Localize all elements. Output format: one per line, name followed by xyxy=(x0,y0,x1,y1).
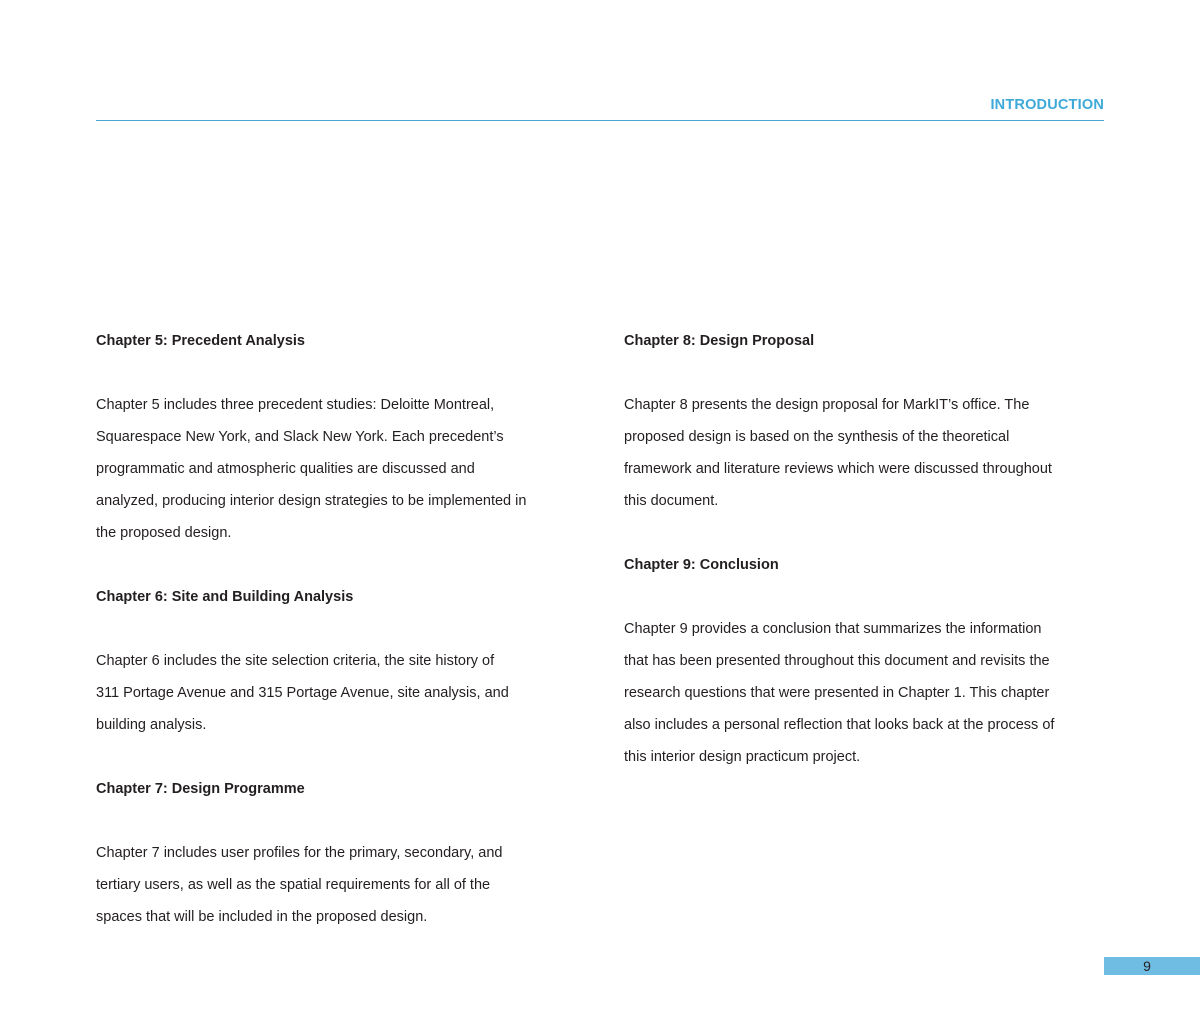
section-title: INTRODUCTION xyxy=(990,97,1104,113)
page-number: 9 xyxy=(1143,958,1151,974)
chapter-9-heading: Chapter 9: Conclusion xyxy=(624,557,779,573)
page-header xyxy=(96,0,1104,121)
chapter-6-heading: Chapter 6: Site and Building Analysis xyxy=(96,589,354,605)
chapter-8-section xyxy=(624,325,1104,517)
chapter-9-body: Chapter 9 provides a conclusion that summarizes the information that has been presented throughout this document and revisits the research questions that were presented in Chapter 1. This chapter also includes a personal reflection that looks back at the process of this interior design practicum project. xyxy=(624,621,1055,765)
chapter-8-body: Chapter 8 presents the design proposal for MarkIT’s office. The proposed design is based on the synthesis of the theoretical framework and literature reviews which were discussed throughout this document. xyxy=(624,397,1052,509)
chapter-5-heading: Chapter 5: Precedent Analysis xyxy=(96,333,305,349)
chapter-9-section xyxy=(624,549,1104,773)
left-column xyxy=(96,325,576,965)
page-number-bar xyxy=(1104,957,1200,975)
chapter-6-body: Chapter 6 includes the site selection criteria, the site history of 311 Portage Avenue and 315 Portage Avenue, site analysis, and building analysis. xyxy=(96,653,509,733)
chapter-5-section xyxy=(96,325,576,549)
chapter-7-section xyxy=(96,773,576,933)
chapter-7-body: Chapter 7 includes user profiles for the primary, secondary, and tertiary users, as well as the spatial requirements for all of the spaces that will be included in the proposed design. xyxy=(96,845,503,925)
chapter-8-heading: Chapter 8: Design Proposal xyxy=(624,333,815,349)
chapter-6-section xyxy=(96,581,576,741)
right-column xyxy=(624,325,1104,805)
chapter-5-body: Chapter 5 includes three precedent studies: Deloitte Montreal, Squarespace New York, and Slack New York. Each precedent’s programmatic and atmospheric qualities are discussed and analyzed, producing interior design strategies to be implemented in the proposed design. xyxy=(96,397,527,541)
chapter-7-heading: Chapter 7: Design Programme xyxy=(96,781,305,797)
